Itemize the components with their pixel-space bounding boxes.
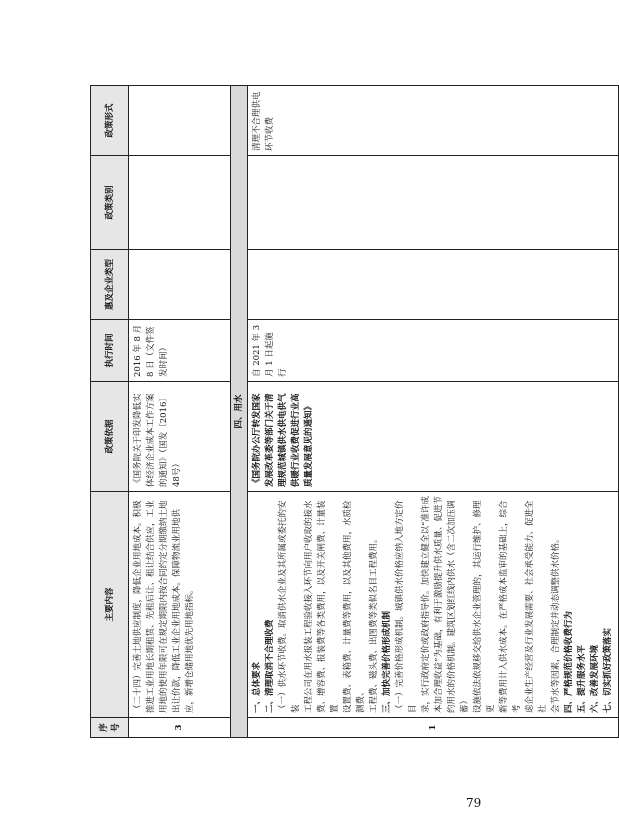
header-num: 序号	[91, 718, 129, 738]
header-category: 政策类别	[91, 156, 129, 250]
row3-industry	[129, 250, 231, 320]
row1-line: 设置费、表箱费、计量费等费用，以及其他费用，水质检测费、	[343, 500, 366, 713]
row1-line: 四、严格规范价格收费行为	[564, 610, 574, 713]
row1-line: 工程费、磁头费、出图费等类似名目工程费用。	[369, 534, 379, 713]
row1-line: 费、增容费、报装费等各类费用，以及开关闸费、计量装置	[317, 500, 340, 713]
row3-time: 2016 年 8 月 8 日（文件签发时间）	[129, 320, 231, 382]
row1-line: 虑企业生产经营及行业发展需要、社会承受能力、促进全社	[525, 500, 548, 713]
row1-line: 五、提升服务水平	[577, 644, 587, 713]
row3-category	[129, 156, 231, 250]
policy-table-sheet	[90, 86, 613, 738]
row1-line: 三、加快完善价格形成机制	[382, 610, 392, 713]
row1-num: 1	[248, 718, 619, 738]
row1-form: 清理不合理供电环节收费	[248, 86, 619, 156]
header-time: 执行时间	[91, 320, 129, 382]
row1-line: 会节水等因素，合理制定并动态调整供水价格。	[551, 534, 561, 713]
row1-line: 本加合理收益”为基础，有利于激励提升供水质量、促进节	[434, 496, 444, 713]
header-industry: 惠及企业类型	[91, 250, 129, 320]
row1-time: 自 2021 年 3 月 1 日起施行	[248, 320, 619, 382]
row1-line: （一）完善价格形成机制。城镇供水价格应纳入地方定价目	[395, 500, 418, 713]
row1-line: 录，实行政府定价或政府指导价。加快建立健全以“准许成	[421, 496, 431, 713]
row1-line: 设施依法依规移交给供水企业管理的，其运行维护、修理更	[473, 500, 496, 713]
row1-line: （一）供水环节收费。取消供水企业及其所属或委托的安装	[278, 500, 301, 713]
policy-table	[90, 85, 619, 738]
row3-basis: 《国务院关于印发降低实体经济企业成本工作方案的通知》（国发〔2016〕48号）	[129, 382, 231, 492]
row1-industry	[248, 250, 619, 320]
header-form: 政策形式	[91, 86, 129, 156]
row1-line: 一、总体要求	[252, 661, 262, 713]
row1-basis: 《国务院办公厅转发国家发展改革委等部门关于清理规范城镇供水供电供气供暖行业收费促进行业高质量发展意见的通知》	[248, 382, 619, 492]
section-title: 四、用水	[231, 86, 248, 738]
row1-line: 新等费用计入供水成本。在严格成本监审的基础上，综合考	[499, 500, 522, 713]
row1-line: 七、切实抓好政策落实	[603, 627, 613, 713]
section-row	[231, 86, 248, 738]
page-number: 79	[466, 796, 482, 810]
table-row-1	[248, 86, 619, 738]
row1-line: 约用水的价格机制。建筑区划红线内供水（含二次加压调蓄）	[447, 500, 470, 713]
row1-line: 工程公司在用水报装工程验收接入环节向用户收取的接水	[304, 500, 314, 713]
header-content: 主要内容	[91, 492, 129, 718]
header-basis: 政策依据	[91, 382, 129, 492]
row1-line: 二、清理取消不合理收费	[265, 619, 275, 713]
table-row-3	[129, 86, 231, 738]
row3-form	[129, 86, 231, 156]
row1-line: 六、改善发展环境	[590, 644, 600, 713]
row1-category	[248, 156, 619, 250]
row1-content	[248, 492, 619, 718]
row3-num: 3	[129, 718, 231, 738]
row3-content: （二十四）完善土地供应制度，降低企业用地成本。积极推进工业用地长期租赁、先租后让、租让结合供应，工业用地的使用年限可在规定期限内按合同约定分期缴纳土地出让价款，降低工业企业用地成本。保障物流业用地供应，新增仓储用地优先用地指标。	[129, 492, 231, 718]
table-header-row	[91, 86, 129, 738]
